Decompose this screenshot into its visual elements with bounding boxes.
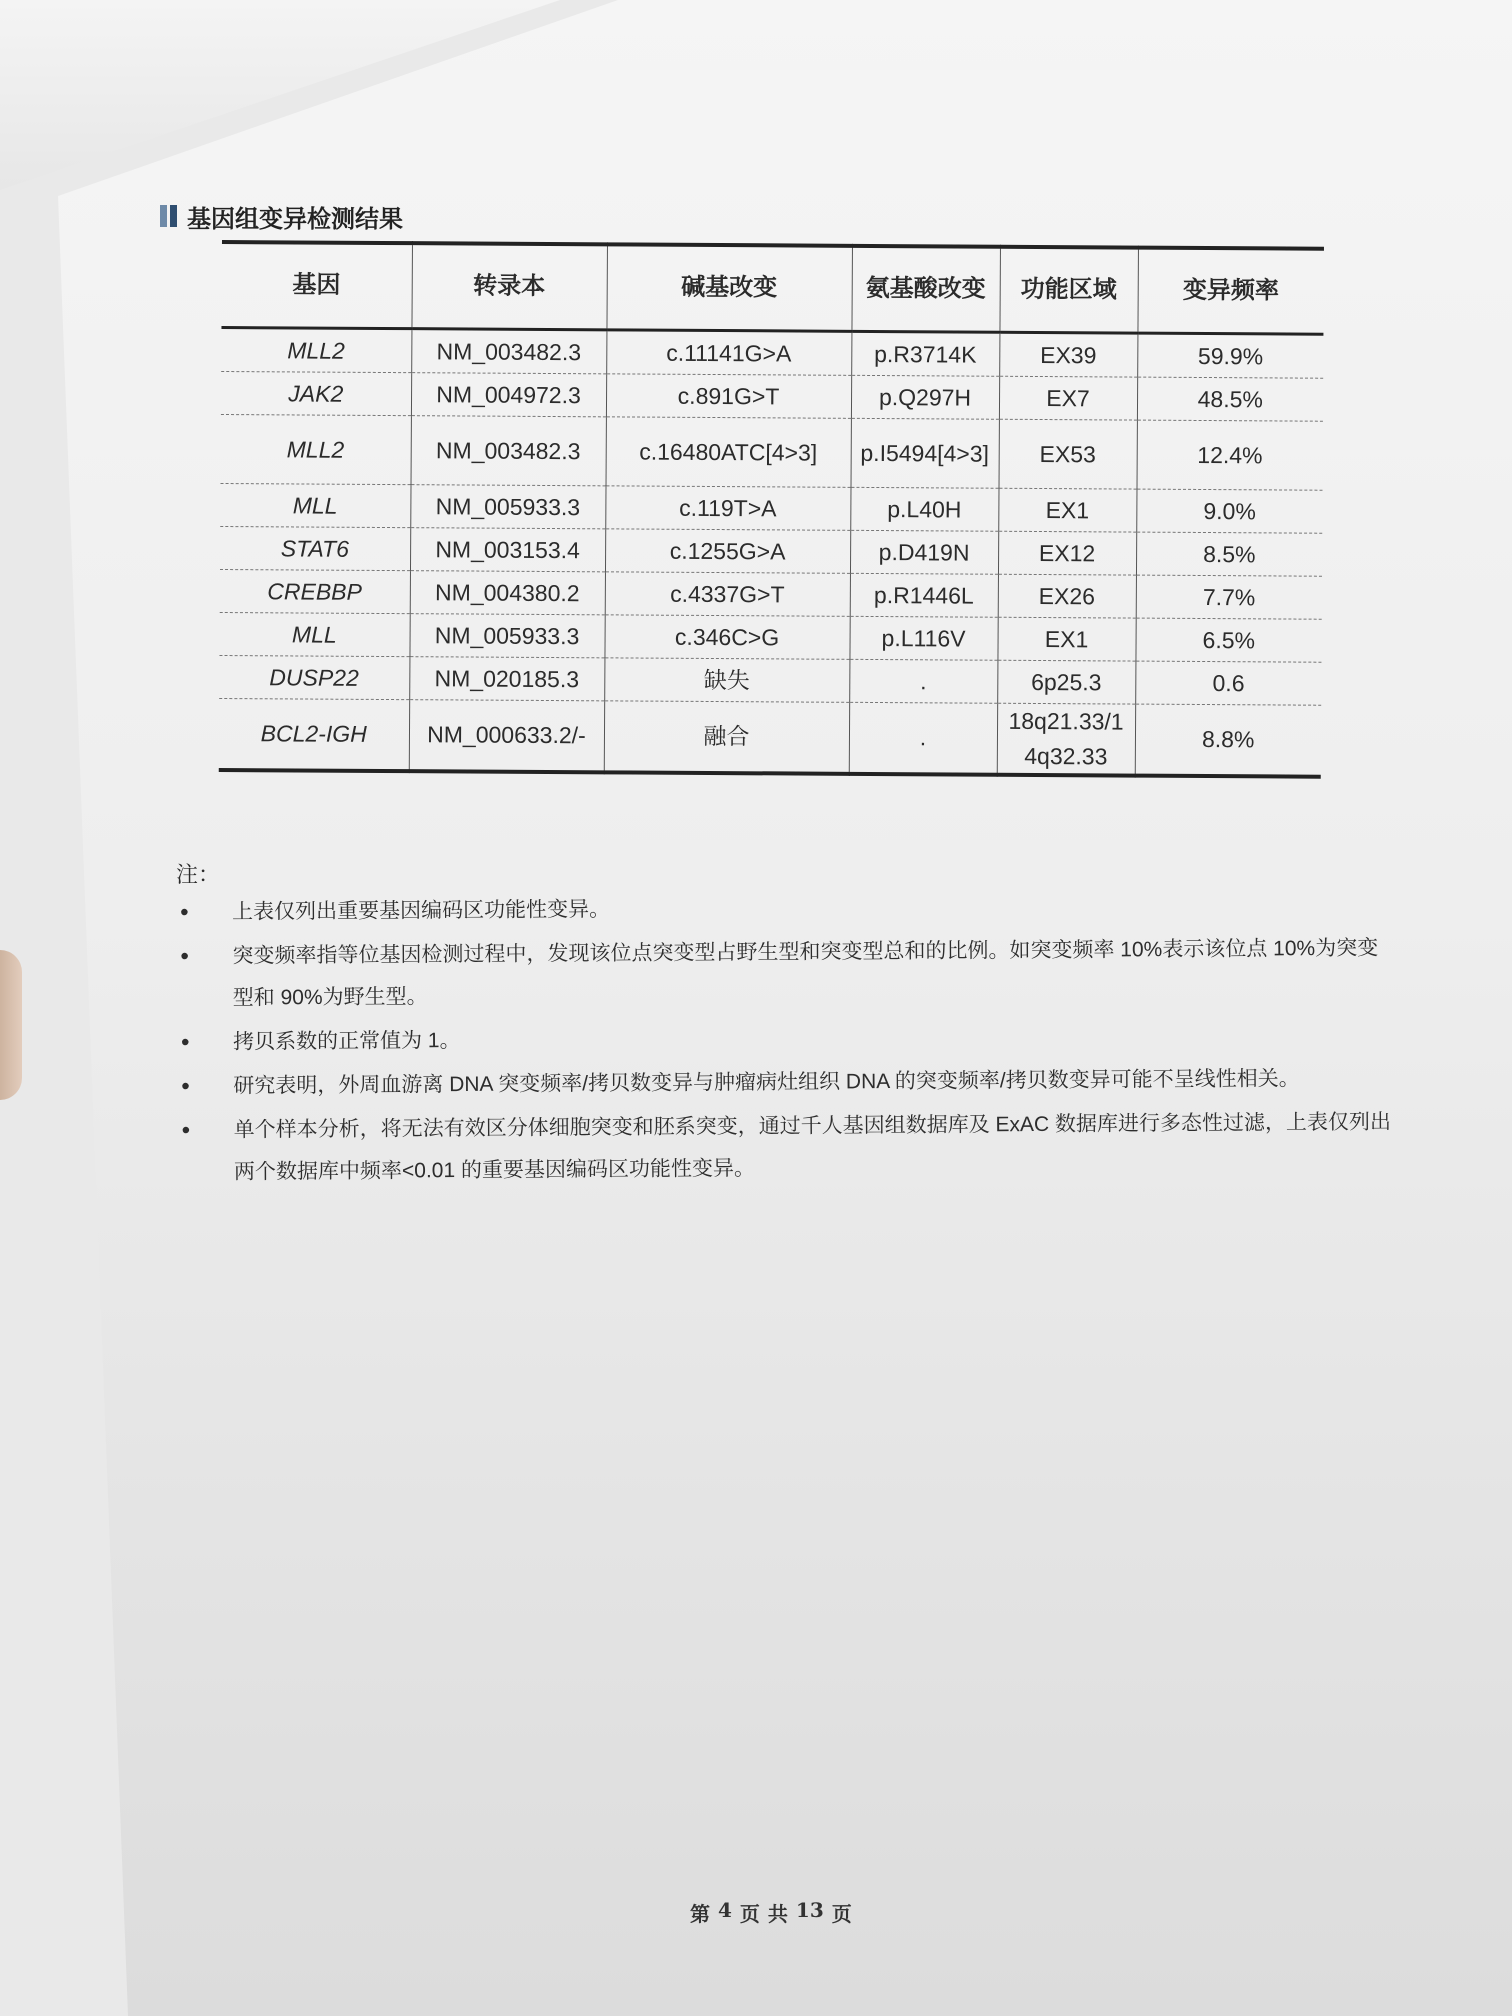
cell-gene: MLL	[220, 483, 410, 527]
cell-base-change: 融合	[604, 701, 849, 774]
header-frequency: 变异频率	[1137, 248, 1324, 335]
page-word: 第	[690, 1902, 710, 1926]
cell-region: EX12	[998, 531, 1136, 575]
total-word: 共	[767, 1902, 788, 1926]
total-unit: 页	[831, 1902, 852, 1926]
cell-frequency: 9.0%	[1136, 489, 1322, 533]
cell-transcript: NM_005933.3	[410, 485, 605, 529]
cell-base-change: c.346C>G	[604, 615, 849, 659]
table-row	[220, 526, 1322, 576]
cell-transcript: NM_003153.4	[410, 528, 605, 572]
cell-region: EX53	[998, 419, 1136, 489]
cell-transcript: NM_003482.3	[411, 416, 606, 486]
cell-aa-change: .	[849, 659, 997, 703]
cell-frequency: 0.6	[1135, 661, 1321, 705]
header-region: 功能区域	[999, 247, 1138, 333]
page-current: 4	[718, 1898, 732, 1922]
finger-edge	[0, 950, 22, 1100]
cell-aa-change: p.L116V	[849, 616, 997, 660]
cell-transcript: NM_003482.3	[411, 329, 606, 374]
cell-region: EX1	[997, 617, 1135, 661]
section-header	[160, 196, 403, 236]
section-title: 基因组变异检测结果	[187, 205, 403, 233]
cell-region: EX26	[998, 574, 1136, 618]
note-item: • 拷贝系数的正常值为 1。	[181, 1014, 1391, 1064]
cell-aa-change: p.D419N	[850, 530, 998, 574]
page-number	[690, 1898, 852, 1927]
cell-gene: DUSP22	[219, 655, 409, 699]
note-item: • 突变频率指等位基因检测过程中，发现该位点突变型占野生型和突变型总和的比例。如突变频率 10%表示该位点 10%为突变型和 90%为野生型。	[180, 928, 1391, 1020]
cell-aa-change: p.I5494[4>3]	[851, 418, 999, 488]
cell-region: EX39	[999, 332, 1137, 377]
cell-base-change: c.891G>T	[606, 374, 851, 418]
cell-aa-change: p.R1446L	[850, 573, 998, 617]
cell-aa-change: p.Q297H	[851, 375, 999, 419]
cell-gene: CREBBP	[220, 569, 410, 613]
cell-base-change: c.11141G>A	[606, 330, 851, 375]
cell-gene: BCL2-IGH	[219, 698, 409, 771]
cell-frequency: 7.7%	[1136, 575, 1322, 619]
cell-frequency: 8.5%	[1136, 532, 1322, 576]
cell-region: 18q21.33/14q32.33	[997, 703, 1135, 775]
note-item: • 上表仅列出重要基因编码区功能性变异。	[180, 884, 1390, 934]
cell-frequency: 59.9%	[1137, 333, 1323, 378]
notes-list	[180, 884, 1392, 1196]
table-row	[221, 371, 1323, 421]
cell-transcript: NM_004972.3	[411, 373, 606, 417]
cell-transcript: NM_000633.2/-	[409, 700, 604, 773]
cell-base-change: c.16480ATC[4>3]	[606, 417, 851, 487]
cell-gene: STAT6	[220, 526, 410, 570]
cell-aa-change: p.R3714K	[851, 331, 999, 376]
cell-frequency: 8.8%	[1135, 704, 1321, 777]
cell-aa-change: .	[849, 702, 997, 774]
cell-transcript: NM_004380.2	[410, 571, 605, 615]
cell-base-change: c.1255G>A	[605, 529, 850, 573]
table-row	[219, 655, 1321, 705]
cell-region: EX1	[998, 488, 1136, 532]
title-marker-icon	[160, 205, 177, 227]
page-unit: 页	[739, 1902, 760, 1926]
cell-base-change: c.4337G>T	[605, 572, 850, 616]
cell-gene: MLL2	[221, 414, 411, 484]
cell-gene: MLL	[219, 612, 409, 656]
variant-results-table	[219, 240, 1324, 779]
cell-gene: JAK2	[221, 371, 411, 415]
cell-gene: MLL2	[221, 327, 411, 372]
header-gene: 基因	[221, 242, 412, 329]
table-header-row	[221, 242, 1324, 334]
cell-region: 6p25.3	[997, 660, 1135, 704]
note-item: • 研究表明，外周血游离 DNA 突变频率/拷贝数变异与肿瘤病灶组织 DNA 的突变频率/拷贝数变异可能不呈线性相关。	[181, 1058, 1391, 1108]
table-row	[219, 698, 1321, 776]
cell-base-change: c.119T>A	[605, 486, 850, 530]
cell-transcript: NM_005933.3	[409, 614, 604, 658]
cell-aa-change: p.L40H	[850, 487, 998, 531]
table-row	[219, 612, 1321, 662]
table-row	[220, 569, 1322, 619]
cell-region: EX7	[999, 376, 1137, 420]
note-item: • 单个样本分析，将无法有效区分体细胞突变和胚系突变，通过千人基因组数据库及 ExAC 数据库进行多态性过滤，上表仅列出两个数据库中频率<0.01 的重要基因编码区功能性变异。	[182, 1102, 1393, 1194]
page-total: 13	[795, 1898, 824, 1922]
cell-frequency: 12.4%	[1136, 420, 1322, 490]
header-aa-change: 氨基酸改变	[851, 246, 1000, 332]
table-row	[221, 327, 1323, 378]
table-row	[221, 414, 1323, 490]
cell-frequency: 48.5%	[1137, 377, 1323, 421]
header-base-change: 碱基改变	[606, 244, 852, 331]
cell-frequency: 6.5%	[1135, 618, 1321, 662]
cell-base-change: 缺失	[604, 658, 849, 702]
header-transcript: 转录本	[411, 243, 607, 330]
table-row	[220, 483, 1322, 533]
notes-label: 注：	[176, 862, 221, 887]
cell-transcript: NM_020185.3	[409, 657, 604, 701]
